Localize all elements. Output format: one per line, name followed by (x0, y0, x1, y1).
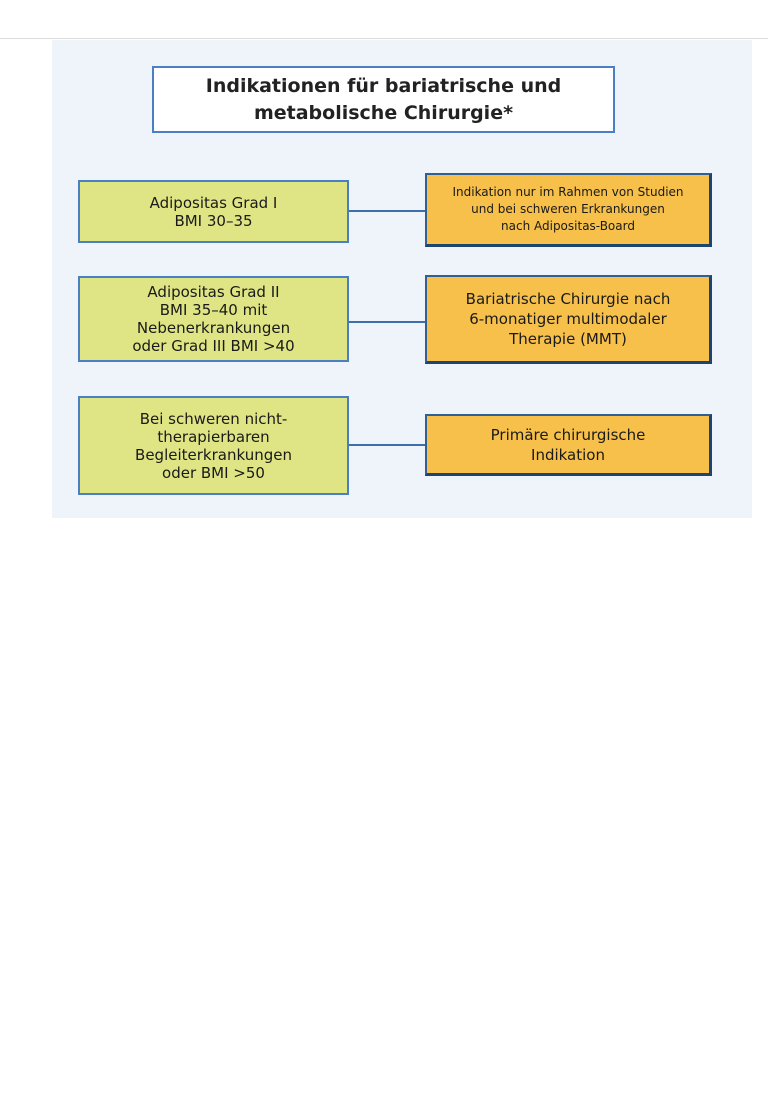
indication-text: Bariatrische Chirurgie nach (465, 290, 671, 308)
indication-text: Indikation (531, 445, 605, 464)
indication-text: nach Adipositas-Board (501, 219, 635, 233)
title-line-2: metabolische Chirurgie* (253, 101, 514, 124)
title-line-1: Indikationen für bariatrische und (205, 74, 562, 97)
condition-box-severe (78, 396, 349, 495)
condition-text: BMI 30–35 (174, 211, 253, 230)
connector-line-1 (349, 210, 425, 212)
condition-text: BMI 35–40 mit (159, 301, 268, 319)
top-rule (0, 38, 768, 39)
diagram-panel (52, 40, 752, 518)
diagram-title (152, 66, 615, 133)
indication-text: Therapie (MMT) (509, 330, 627, 348)
condition-text: therapierbaren (157, 427, 270, 446)
condition-text: oder BMI >50 (162, 463, 265, 482)
indication-text: 6-monatiger multimodaler (469, 310, 667, 328)
condition-text: oder Grad III BMI >40 (132, 337, 295, 355)
indication-box-primary (425, 414, 712, 476)
indication-text: Primäre chirurgische (490, 425, 646, 444)
condition-text: Begleiterkrankungen (135, 445, 292, 464)
connector-line-2 (349, 321, 425, 323)
condition-text: Nebenerkrankungen (136, 319, 291, 337)
condition-text: Bei schweren nicht- (139, 409, 288, 428)
indication-text: und bei schweren Erkrankungen (471, 202, 665, 216)
condition-text: Adipositas Grad II (147, 283, 280, 301)
indication-box-mmt (425, 275, 712, 364)
condition-box-grade-2 (78, 276, 349, 362)
indication-box-studies (425, 173, 712, 247)
indication-text: Indikation nur im Rahmen von Studien (452, 185, 684, 199)
connector-line-3 (349, 444, 425, 446)
condition-text: Adipositas Grad I (149, 193, 278, 212)
condition-box-grade-1 (78, 180, 349, 243)
